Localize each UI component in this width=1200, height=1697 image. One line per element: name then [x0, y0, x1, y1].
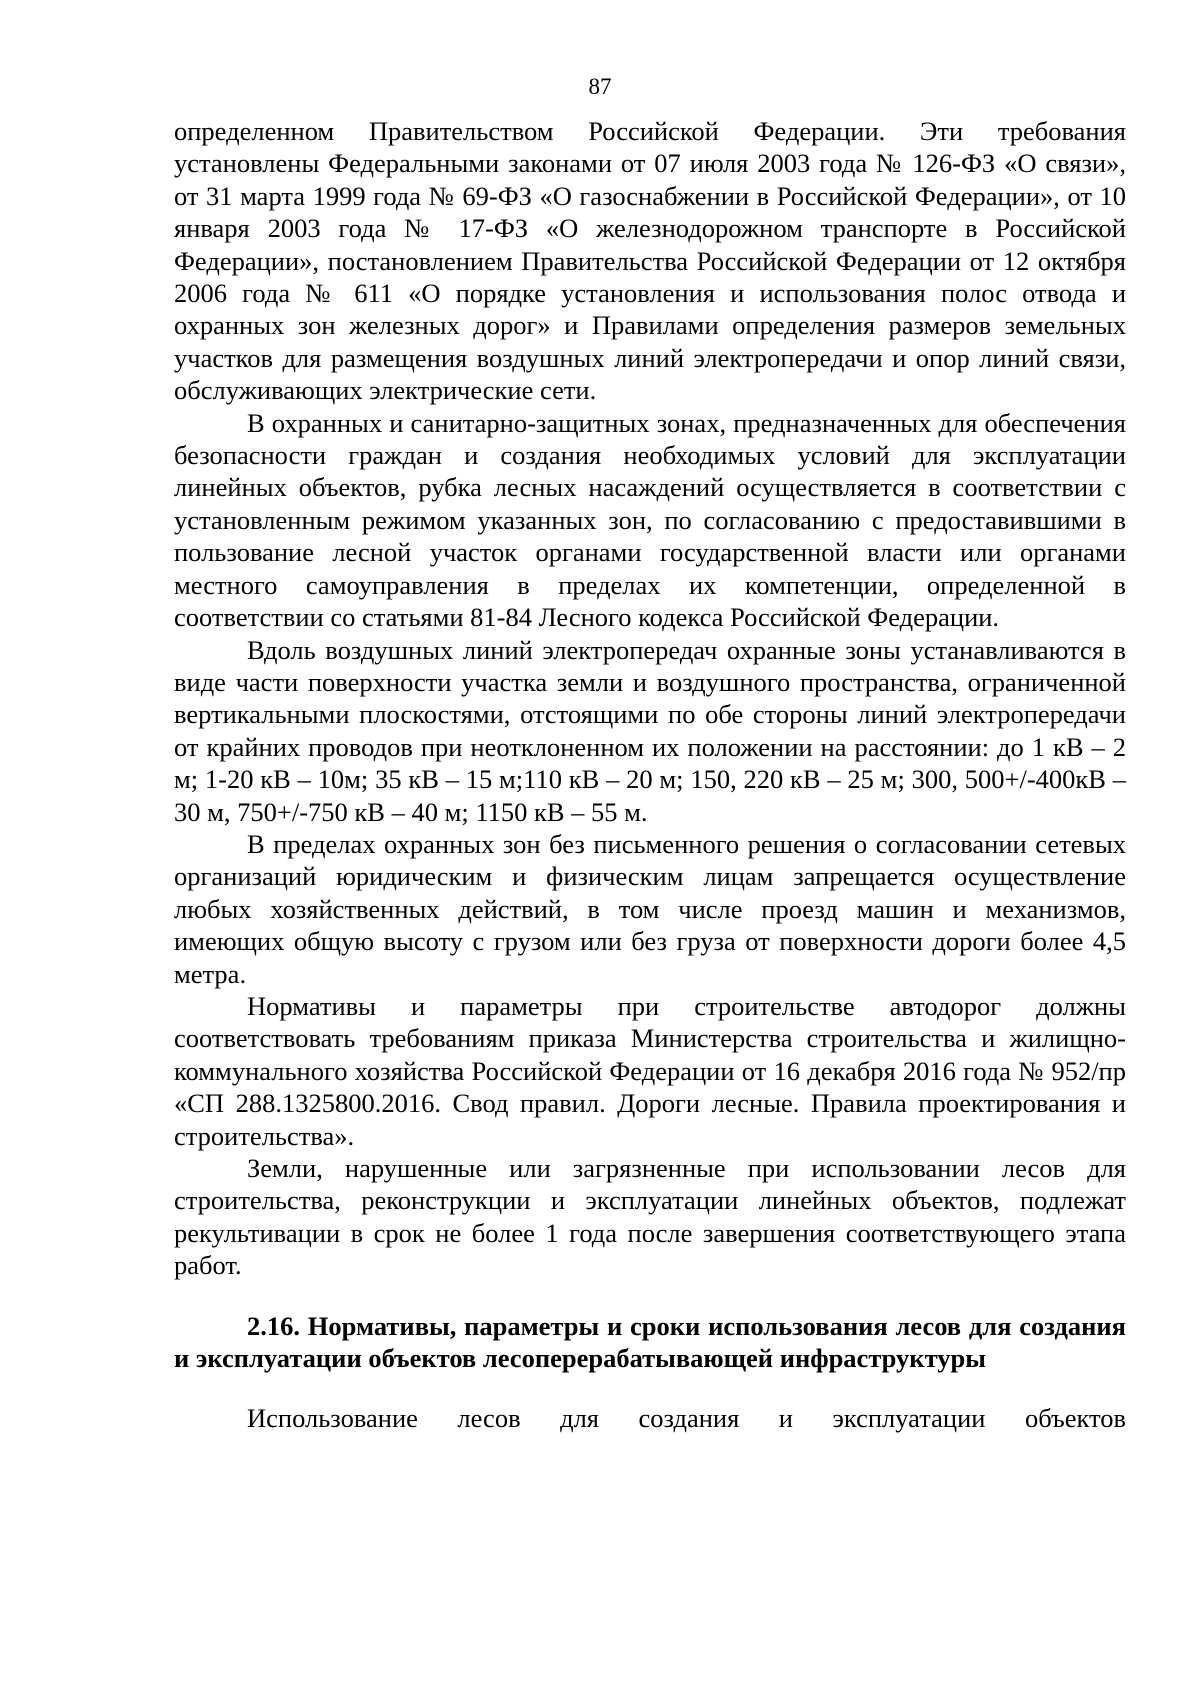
page-number: 87 [588, 74, 612, 99]
paragraph-restrictions: В пределах охранных зон без письменного решения о согласовании сетевых организаций юридическим и физическим лицам запрещается осуществление любых хозяйственных действий, в том числе проезд машин и механизмов, имеющих общую высоту с грузом или без груза от поверхности дороги более 4,5 метра. [174, 828, 1126, 989]
paragraph-recultivation: Земли, нарушенные или загрязненные при использовании лесов для строительства, реконструкции и эксплуатации линейных объектов, подлежат рекультивации в срок не более 1 года после завершения соответствующего этапа работ. [174, 1153, 1126, 1281]
paragraph-continued: определенном Правительством Российской Федерации. Эти требования установлены Федеральными законами от 07 июля 2003 года № 126-ФЗ «О связи», от 31 марта 1999 года № 69-ФЗ «О газоснабжении в Российской Федерации», от 10 января 2003 года № 17-ФЗ «О железнодорожном транспорте в Российской Федерации», постановлением Правительства Российской Федерации от 12 октября 2006 года № 611 «О порядке установления и использования полос отвода и охранных зон железных дорог» и Правилами определения размеров земельных участков для размещения воздушных линий электропередачи и опор линий связи, обслуживающих электрические сети. [174, 116, 1126, 406]
document-body [174, 115, 1126, 1435]
section-first-paragraph: Использование лесов для создания и эксплуатации объектов [247, 1403, 1126, 1434]
paragraph-power-lines: Вдоль воздушных линий электропередач охранные зоны устанавливаются в виде части поверхности участка земли и воздушного пространства, ограниченной вертикальными плоскостями, отстоящими по обе стороны линий электропередачи от крайних проводов при неотклоненном их положении на расстоянии: до 1 кВ – 2 м; 1-20 кВ – 10м; 35 кВ – 15 м;110 кВ – 20 м; 150, 220 кВ – 25 м; 300, 500+/-400кВ – 30 м, 750+/-750 кВ – 40 м; 1150 кВ – 55 м. [174, 634, 1126, 827]
paragraph-road-standards: Нормативы и параметры при строительстве автодорог должны соответствовать требованиям приказа Министерства строительства и жилищно-коммунального хозяйства Российской Федерации от 16 декабря 2016 года № 952/пр «СП 288.1325800.2016. Свод правил. Дороги лесные. Правила проектирования и строительства». [174, 990, 1126, 1151]
paragraph-protected-zones: В охранных и санитарно-защитных зонах, предназначенных для обеспечения безопасности граждан и создания необходимых условий для эксплуатации линейных объектов, рубка лесных насаждений осуществляется в соответствии с установленным режимом указанных зон, по согласованию с предоставившими в пользование лесной участок органами государственной власти или органами местного самоуправления в пределах их компетенции, определенной в соответствии со статьями 81-84 Лесного кодекса Российской Федерации. [174, 407, 1126, 633]
section-heading: 2.16. Нормативы, параметры и сроки использования лесов для создания и эксплуатации объектов лесоперерабатывающей инфраструктуры [174, 1310, 1126, 1374]
